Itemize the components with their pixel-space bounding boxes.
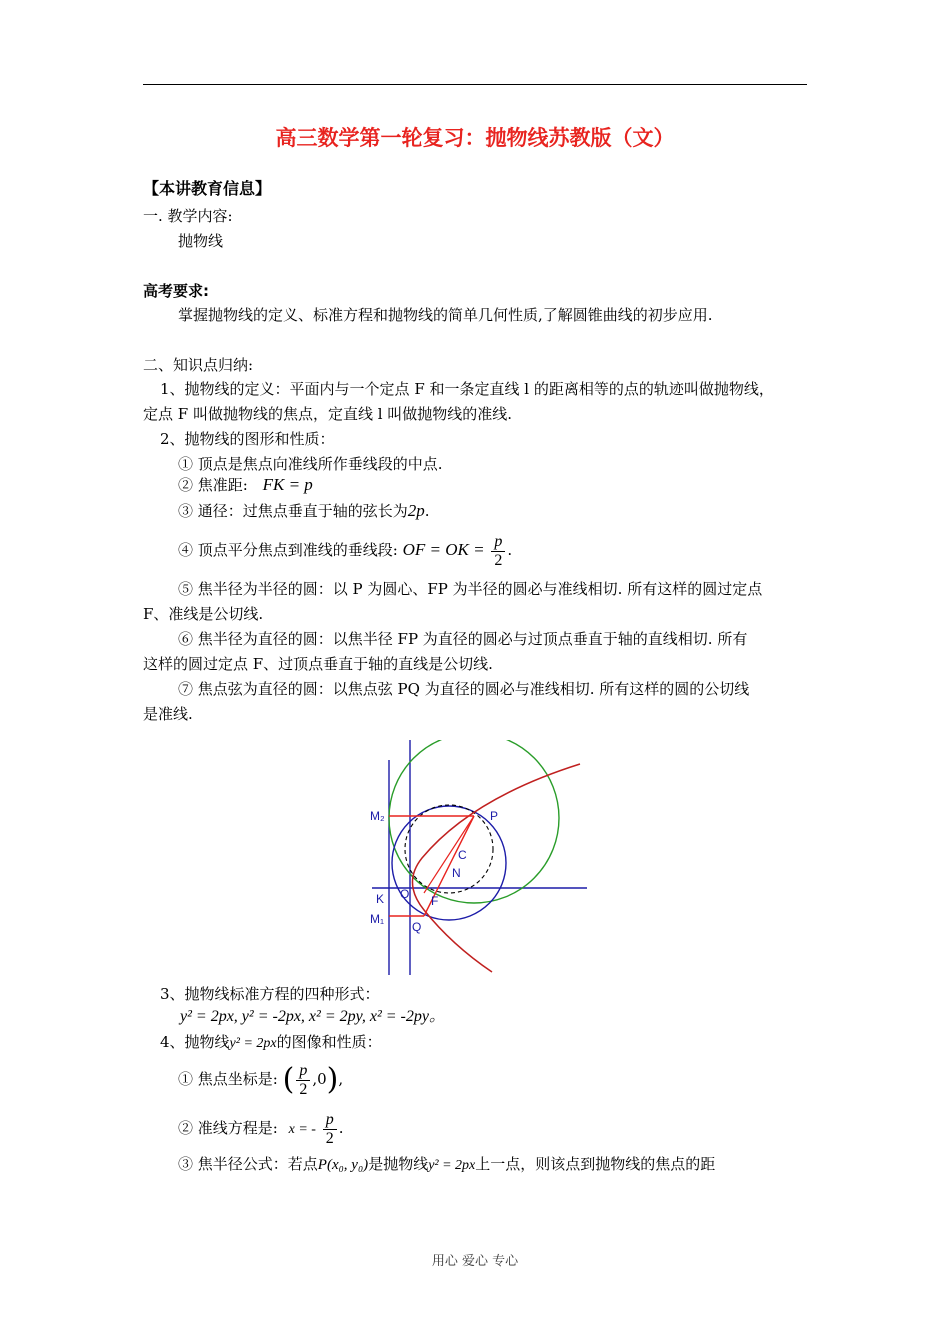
header-rule xyxy=(143,84,807,85)
property-3-formula: 2p xyxy=(407,501,425,520)
property-3-end: . xyxy=(424,502,430,520)
property-4-formula: OF = OK = xyxy=(402,540,485,559)
properties-heading: 2、抛物线的图形和性质： xyxy=(160,430,335,448)
label-m1: M₁ xyxy=(370,912,385,926)
label-c: C xyxy=(458,848,467,862)
directrix-equation xyxy=(178,1110,344,1148)
property-2-formula: FK = p xyxy=(262,475,313,494)
label-f: F xyxy=(431,894,439,908)
label-q: Q xyxy=(412,920,422,934)
property-7-line2: 是准线. xyxy=(143,705,193,723)
directrix-numerator: p xyxy=(325,1110,334,1128)
directrix-end: . xyxy=(338,1119,344,1137)
requirements-text: 掌握抛物线的定义、标准方程和抛物线的简单几何性质,了解圆锥曲线的初步应用. xyxy=(178,306,713,324)
property-2 xyxy=(178,476,313,494)
standard-forms: y² = 2px, y² = -2px, x² = 2py, x² = -2py。 xyxy=(180,1008,445,1025)
focal-diameter-circle xyxy=(405,805,493,893)
label-k: K xyxy=(376,892,385,906)
property-4-numerator: p xyxy=(494,532,503,550)
focus-tail: ,0 xyxy=(312,1070,327,1088)
focus-denominator: 2 xyxy=(299,1080,308,1098)
section-header: 【本讲教育信息】 xyxy=(143,179,272,198)
property-6-line2: 这样的圆过定点 F、过顶点垂直于轴的直线是公切线. xyxy=(143,655,493,673)
item4-heading xyxy=(160,1033,382,1053)
label-m2: M₂ xyxy=(370,809,385,823)
directrix-formula: x = - xyxy=(288,1122,316,1137)
page-footer: 用心 爱心 专心 xyxy=(431,1254,519,1269)
label-n: N xyxy=(452,866,461,880)
focal-radius-pre: ③ 焦半径公式：若点 xyxy=(178,1155,318,1173)
property-4 xyxy=(178,532,512,569)
focal-radius-formula xyxy=(178,1155,715,1175)
directrix-label: ② 准线方程是: xyxy=(178,1119,278,1137)
property-4-fraction xyxy=(491,534,505,569)
focal-radius-curve: y² = 2px xyxy=(428,1158,476,1173)
label-p: P xyxy=(490,809,499,823)
focal-radius-point: P(x₀, y₀) xyxy=(317,1157,369,1173)
focus-coordinates-label: ① 焦点坐标是: xyxy=(178,1070,278,1088)
definition-line2: 定点 F 叫做抛物线的焦点，定直线 l 叫做抛物线的准线. xyxy=(143,405,513,423)
part1-content: 抛物线 xyxy=(178,232,224,250)
part2-heading: 二、知识点归纳: xyxy=(143,356,254,374)
directrix-denominator: 2 xyxy=(325,1129,334,1147)
focus-end: , xyxy=(338,1070,344,1088)
label-o: O xyxy=(400,887,410,901)
property-1: ① 顶点是焦点向准线所作垂线段的中点. xyxy=(178,455,443,473)
property-5-line2: F、准线是公切线. xyxy=(143,605,264,623)
part1-heading: 一. 教学内容: xyxy=(143,207,233,225)
definition-line1: 1、抛物线的定义：平面内与一个定点 F 和一条定直线 l 的距离相等的点的轨迹叫做抛物线， xyxy=(160,380,774,398)
standard-forms-heading: 3、抛物线标准方程的四种形式： xyxy=(160,985,380,1003)
requirements-heading: 高考要求: xyxy=(143,282,209,300)
focal-radius-mid: 是抛物线 xyxy=(368,1155,429,1173)
item4-heading-formula: y² = 2px xyxy=(229,1036,277,1051)
property-3 xyxy=(178,502,430,520)
focus-numerator: p xyxy=(299,1061,308,1079)
property-4-label: ④ 顶点平分焦点到准线的垂线段: xyxy=(178,541,398,559)
property-7-line1: ⑦ 焦点弦为直径的圆：以焦点弦 PQ 为直径的圆必与准线相切. 所有这样的圆的公切线 xyxy=(178,680,750,698)
property-4-end: . xyxy=(507,541,513,559)
page-title: 高三数学第一轮复习：抛物线苏教版（文） xyxy=(275,126,675,150)
focal-radius-post: 上一点，则该点到抛物线的焦点的距 xyxy=(475,1155,716,1173)
property-6-line1: ⑥ 焦半径为直径的圆：以焦半径 FP 为直径的圆必与过顶点垂直于轴的直线相切. 所有 xyxy=(178,630,748,648)
property-5-line1: ⑤ 焦半径为半径的圆：以 P 为圆心、FP 为半径的圆必与准线相切. 所有这样的圆过定点 xyxy=(178,580,763,598)
directrix-fraction xyxy=(323,1112,337,1147)
focus-fraction xyxy=(296,1063,310,1098)
property-4-denominator: 2 xyxy=(494,551,503,569)
parabola-curve xyxy=(412,764,580,972)
item4-heading-post: 的图像和性质： xyxy=(276,1033,382,1051)
item4-heading-pre: 4、抛物线 xyxy=(160,1033,230,1051)
property-3-label: ③ 通径：过焦点垂直于轴的弦长为 xyxy=(178,502,408,520)
focus-coordinates: ① 焦点坐标是: ( $\frac{p}{2}$ ,0), xyxy=(178,1061,344,1098)
focal-radius-circle xyxy=(389,740,559,903)
parabola-diagram xyxy=(362,740,592,980)
focal-chord-circle xyxy=(392,806,506,920)
property-2-label: ② 焦准距: xyxy=(178,476,248,494)
